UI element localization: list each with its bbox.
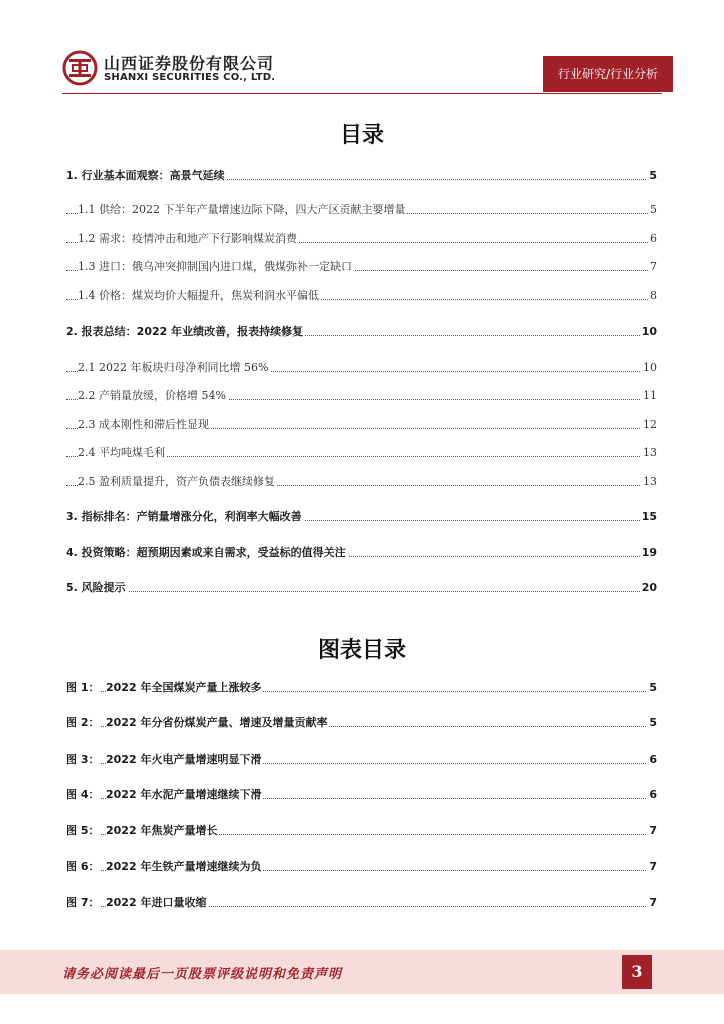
figure-entry[interactable]	[0, 714, 724, 732]
toc-entry-label: 1.4 价格：煤炭均价大幅提升，焦炭利润水平偏低	[78, 287, 321, 305]
company-name-cn: 山西证券股份有限公司	[104, 54, 275, 73]
toc-entry-page: 19	[640, 544, 657, 562]
toc-entry[interactable]	[0, 230, 724, 248]
figures-title: 图表目录	[317, 638, 406, 663]
figure-entry-label: 2022 年火电产量增速明显下滑	[106, 751, 263, 769]
figure-entry-page: 7	[647, 894, 657, 912]
toc-entry[interactable]	[0, 387, 724, 405]
toc-entry-label: 2.3 成本刚性和滞后性显现	[78, 416, 211, 434]
figure-entry-label: 2022 年焦炭产量增长	[106, 822, 219, 840]
toc-entry[interactable]	[0, 444, 724, 462]
figure-entry-label: 2022 年进口量收缩	[106, 894, 208, 912]
figure-entry[interactable]	[0, 894, 724, 912]
figure-entry[interactable]	[0, 751, 724, 769]
toc-entry[interactable]	[0, 287, 724, 305]
toc-entry-page: 7	[648, 258, 657, 276]
figure-entry-page: 6	[647, 786, 657, 804]
figure-entry-label: 2022 年水泥产量增速继续下滑	[106, 786, 263, 804]
company-name-en: SHANXI SECURITIES CO., LTD.	[104, 72, 276, 83]
toc-entry[interactable]	[0, 258, 724, 276]
figure-entry-page: 7	[647, 822, 657, 840]
toc-entry[interactable]	[0, 359, 724, 377]
toc-entry-page: 5	[648, 201, 657, 219]
disclaimer-notice: 请务必阅读最后一页股票评级说明和免责声明	[62, 967, 343, 982]
shanxi-securities-logo-icon	[62, 50, 98, 86]
toc-entry[interactable]	[0, 544, 724, 562]
figure-number: 图 3：	[66, 751, 101, 769]
figure-entry-page: 6	[647, 751, 657, 769]
header-divider	[62, 93, 662, 94]
toc-entry-label: 2.2 产销量放缓，价格增 54%	[78, 387, 228, 405]
toc-entry-label: 2. 报表总结：2022 年业绩改善，报表持续修复	[66, 323, 305, 341]
page-number: 3	[622, 955, 652, 989]
figure-number: 图 1：	[66, 679, 101, 697]
toc-entry-page: 20	[640, 579, 657, 597]
figure-entry-label: 2022 年分省份煤炭产量、增速及增量贡献率	[106, 714, 329, 732]
figure-entry[interactable]	[0, 822, 724, 840]
figure-entry-label: 2022 年全国煤炭产量上涨较多	[106, 679, 263, 697]
toc-entry[interactable]	[0, 508, 724, 526]
toc-entry[interactable]	[0, 416, 724, 434]
toc-entry-page: 12	[641, 416, 657, 434]
toc-entry-label: 1.1 供给：2022 下半年产量增速边际下降，四大产区贡献主要增量	[78, 201, 407, 219]
toc-entry-page: 13	[641, 473, 657, 491]
figure-entry[interactable]	[0, 786, 724, 804]
figure-number: 图 6：	[66, 858, 101, 876]
toc-entry-page: 11	[641, 387, 657, 405]
figure-number: 图 5：	[66, 822, 101, 840]
toc-entry[interactable]	[0, 473, 724, 491]
figure-number: 图 4：	[66, 786, 101, 804]
toc-entry[interactable]	[0, 201, 724, 219]
figure-entry-page: 5	[647, 679, 657, 697]
toc-entry-label: 4. 投资策略：超预期因素或来自需求，受益标的值得关注	[66, 544, 348, 562]
figure-entry-page: 5	[647, 714, 657, 732]
leader-dots	[66, 591, 656, 592]
figure-number: 图 7：	[66, 894, 101, 912]
toc-entry-page: 6	[648, 230, 657, 248]
toc-entry-label: 1.2 需求：疫情冲击和地产下行影响煤炭消费	[78, 230, 299, 248]
toc-entry-label: 2.1 2022 年板块归母净利同比增 56%	[78, 359, 270, 377]
toc-entry-label: 1.3 进口：俄乌冲突抑制国内进口煤，俄煤弥补一定缺口	[78, 258, 354, 276]
toc-entry-page: 8	[648, 287, 657, 305]
toc-entry[interactable]	[0, 167, 724, 185]
toc-entry-label: 3. 指标排名：产销量增涨分化，利润率大幅改善	[66, 508, 304, 526]
figure-number: 图 2：	[66, 714, 101, 732]
toc-entry-page: 10	[640, 323, 657, 341]
toc-title: 目录	[339, 123, 384, 148]
toc-entry-page: 10	[641, 359, 657, 377]
figure-entry[interactable]	[0, 679, 724, 697]
page-header	[0, 0, 724, 100]
figure-entry[interactable]	[0, 858, 724, 876]
toc-entry[interactable]	[0, 323, 724, 341]
toc-entry[interactable]	[0, 579, 724, 597]
toc-entry-page: 13	[641, 444, 657, 462]
toc-entry-label: 1. 行业基本面观察：高景气延续	[66, 167, 227, 185]
report-category-tag: 行业研究/行业分析	[543, 56, 673, 92]
toc-entry-label: 2.4 平均吨煤毛利	[78, 444, 167, 462]
figure-entry-label: 2022 年生铁产量增速继续为负	[106, 858, 263, 876]
toc-entry-label: 2.5 盈利质量提升，资产负债表继续修复	[78, 473, 277, 491]
figure-entry-page: 7	[647, 858, 657, 876]
toc-entry-page: 5	[647, 167, 657, 185]
toc-entry-label: 5. 风险提示	[66, 579, 128, 597]
toc-entry-page: 15	[640, 508, 657, 526]
